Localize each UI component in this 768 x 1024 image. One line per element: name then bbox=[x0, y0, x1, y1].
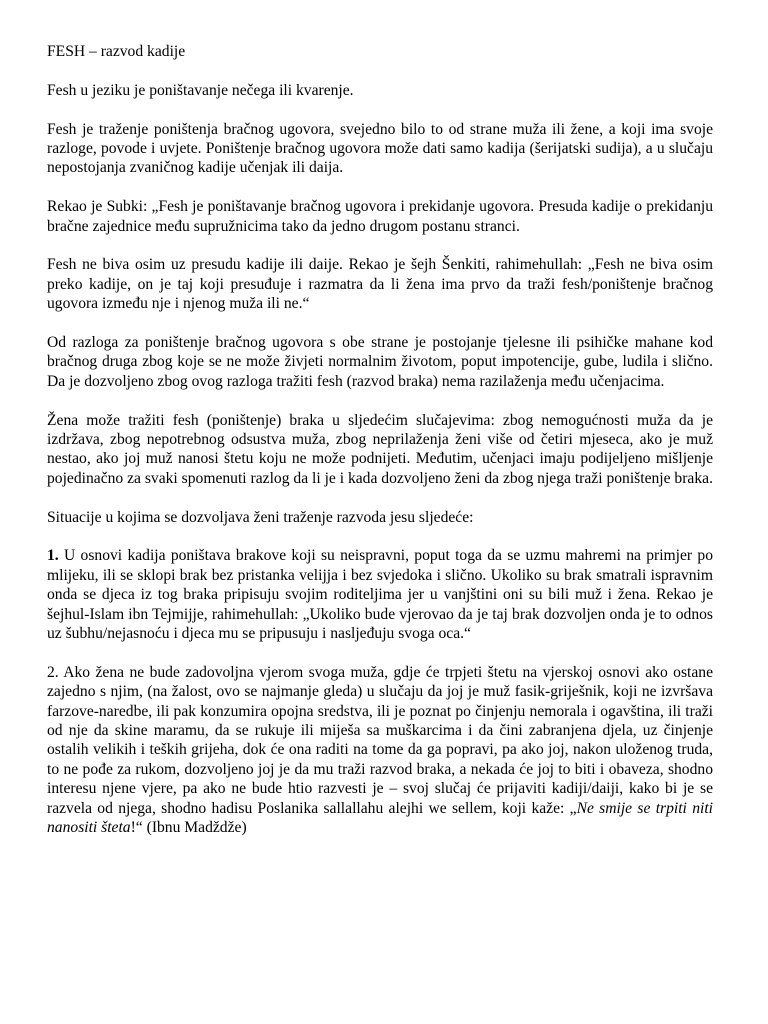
list-item-2-text: 2. Ako žena ne bude zadovoljna vjerom svoga muža, gdje će trpjeti štetu na vjerskoj osnovi ako ostane zajedno s njim, (na žalost, ovo se najmanje gleda) u slučaju da joj je muž fasik-griješnik, koji ne izvršava farzove-naredbe, ili pak konzumira opojna sredstva, ili je poznat po činjenju nemorala i ogavština, ili traži od nje da skine maramu, da se rukuje ili miješa sa muškarcima i da čini zabranjena djela, uz činjenje ostalih velikih i teških grijeha, dok će ona raditi na tome da ga popravi, pa ako joj, nakon uloženog truda, to ne pođe za rukom, dozvoljeno joj je da mu traži razvod braka, a nekada će joj to biti i obaveza, shodno interesu njene vjere, pa ako ne bude htio razvesti je – svoj slučaj će prijaviti kadiji/daiji, kako bi je se razvela od njega, shodno hadisu Poslanika sallallahu alejhi we sellem, koji kaže: „ bbox=[47, 663, 713, 817]
hadith-quote: Ne smije se trpiti niti nanositi šteta bbox=[47, 799, 713, 837]
list-item-1-text: U osnovi kadija poništava brakove koji su neispravni, poput toga da se uzmu mahremi na primjer po mlijeku, ili se sklopi brak bez pristanka velijja i bez svjedoka i slično. Ukoliko su brak smatrali ispravnim onda se djeca iz tog braka pripisuju svojim roditeljima jer u vanjštini oni su bili muž i žena. Rekao je šejhul-Islam ibn Tejmijje, rahimehullah: „Ukoliko bude vjerovao da je taj brak dozvoljen onda je to odnos uz šubhu/nejasnoću i djeca mu se pripusuju i nasljeđuju svoga oca.“ bbox=[47, 547, 713, 643]
paragraph-definition: Fesh u jeziku je poništavanje nečega ili kvarenje. bbox=[47, 81, 354, 99]
paragraph-cases: Žena može tražiti fesh (poništenje) braka u sljedećim slučajevima: zbog nemogućnosti muža da je izdržava, zbog nepotrebnog odsustva muža, zbog neprilaženja ženi više od četiri mjeseca, ako je muž nestao, ako joj muž nanosi štetu koju ne može podnijeti. Međutim, učenjaci imaju podijeljeno mišljenje pojedinačno za svaki spomenuti razlog da li je i kada dozvoljeno ženi da zbog njega traži poništenje braka. bbox=[47, 411, 713, 487]
paragraph-senkiti-quote: Fesh ne biva osim uz presudu kadije ili daije. Rekao je šejh Šenkiti, rahimehullah: „Fesh ne biva osim preko kadije, on je taj koji presuđuje i razmatra da li žena ima prvo da traži fesh/poništenje bračnog ugovora između nje i njenog muža ili ne.“ bbox=[47, 256, 713, 313]
document-title: FESH – razvod kadije bbox=[47, 43, 186, 60]
paragraph-situations-intro: Situacije u kojima se dozvoljava ženi traženje razvoda jesu sljedeće: bbox=[47, 508, 474, 526]
list-item-2 bbox=[47, 663, 713, 838]
paragraph-subki-quote: Rekao je Subki: „Fesh je poništavanje bračnog ugovora i prekidanje ugovora. Presuda kadije o prekidanju bračne zajednice među supružnicima tako da jedno drugom postanu stranci. bbox=[47, 198, 713, 235]
list-item-1-number: 1. bbox=[47, 547, 59, 565]
paragraph-fesh-meaning: Fesh je traženje poništenja bračnog ugovora, svejedno bilo to od strane muža ili žene, a koji ima svoje razloge, povode i uvjete. Poništenje bračnog ugovora može dati samo kadija (šerijatski sudija), a u slučaju nepostojanja zvaničnog kadije učenjak ili daija. bbox=[47, 120, 713, 177]
paragraph-reasons: Od razloga za poništenje bračnog ugovora s obe strane je postojanje tjelesne ili psihičke mahane kod bračnog druga zbog koje se ne može živjeti normalnim životom, poput impotencije, gube, ludila i slično. Da je dozvoljeno zbog ovog razloga tražiti fesh (razvod braka) nema razilaženja među učenjacima. bbox=[47, 334, 713, 390]
list-item-2-source: !“ (Ibnu Madždže) bbox=[130, 819, 247, 837]
document-page bbox=[47, 42, 713, 857]
list-item-1 bbox=[47, 546, 713, 643]
